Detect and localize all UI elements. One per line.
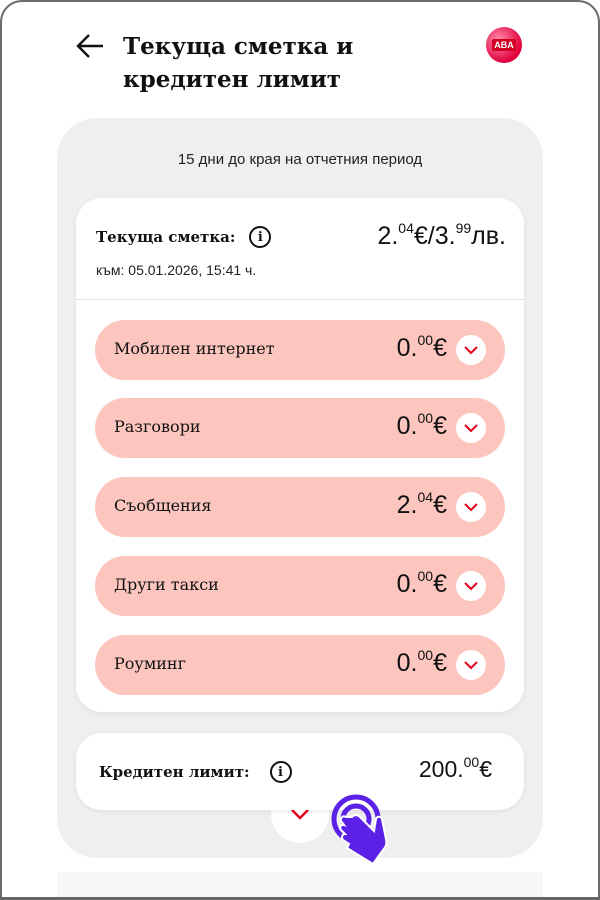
charge-row-calls[interactable] (95, 398, 505, 458)
account-panel (57, 118, 543, 858)
brand-logo[interactable] (486, 27, 522, 63)
chevron-down-icon (291, 809, 309, 820)
page-title: Текуща сметка и кредитен лимит (123, 33, 354, 93)
divider (76, 299, 524, 300)
current-account-total: 2.04€/3.99лв. (377, 220, 506, 250)
charge-row-mobile-internet[interactable] (95, 320, 505, 380)
charge-row-roaming[interactable] (95, 635, 505, 695)
credit-limit-amount: 200.00€ (418, 754, 492, 782)
chevron-down-icon[interactable] (456, 413, 486, 443)
credit-limit-label: Кредитен лимит: (99, 763, 250, 781)
charge-row-other-fees[interactable] (95, 556, 505, 616)
info-icon[interactable]: i (249, 226, 271, 248)
logo-text: ABA (494, 40, 514, 50)
chevron-down-icon[interactable] (456, 571, 486, 601)
charge-name: Други такси (114, 575, 219, 594)
charge-amount: 0.00€ (396, 568, 447, 598)
charge-amount: 0.00€ (396, 410, 447, 440)
chevron-down-icon[interactable] (456, 335, 486, 365)
bottom-fade (57, 872, 543, 900)
charge-amount: 2.04€ (396, 489, 447, 519)
charge-row-messages[interactable] (95, 477, 505, 537)
period-text: 15 дни до края на отчетния период (177, 151, 423, 168)
charge-name: Роуминг (114, 654, 186, 673)
info-icon[interactable]: i (270, 761, 292, 783)
chevron-down-icon[interactable] (456, 650, 486, 680)
current-account-card (76, 198, 524, 712)
back-button[interactable] (74, 30, 106, 62)
chevron-down-icon[interactable] (456, 492, 486, 522)
charge-name: Разговори (114, 417, 201, 436)
as-of-timestamp: към: 05.01.2026, 15:41 ч. (96, 262, 257, 278)
arrow-left-icon (74, 30, 106, 62)
charge-amount: 0.00€ (396, 332, 447, 362)
credit-limit-card (76, 733, 524, 810)
charge-name: Мобилен интернет (114, 339, 275, 358)
current-account-label: Текуща сметка: (96, 228, 236, 246)
charge-amount: 0.00€ (396, 647, 447, 677)
tap-hand-cursor-icon (330, 793, 412, 873)
charge-name: Съобщения (114, 496, 212, 515)
